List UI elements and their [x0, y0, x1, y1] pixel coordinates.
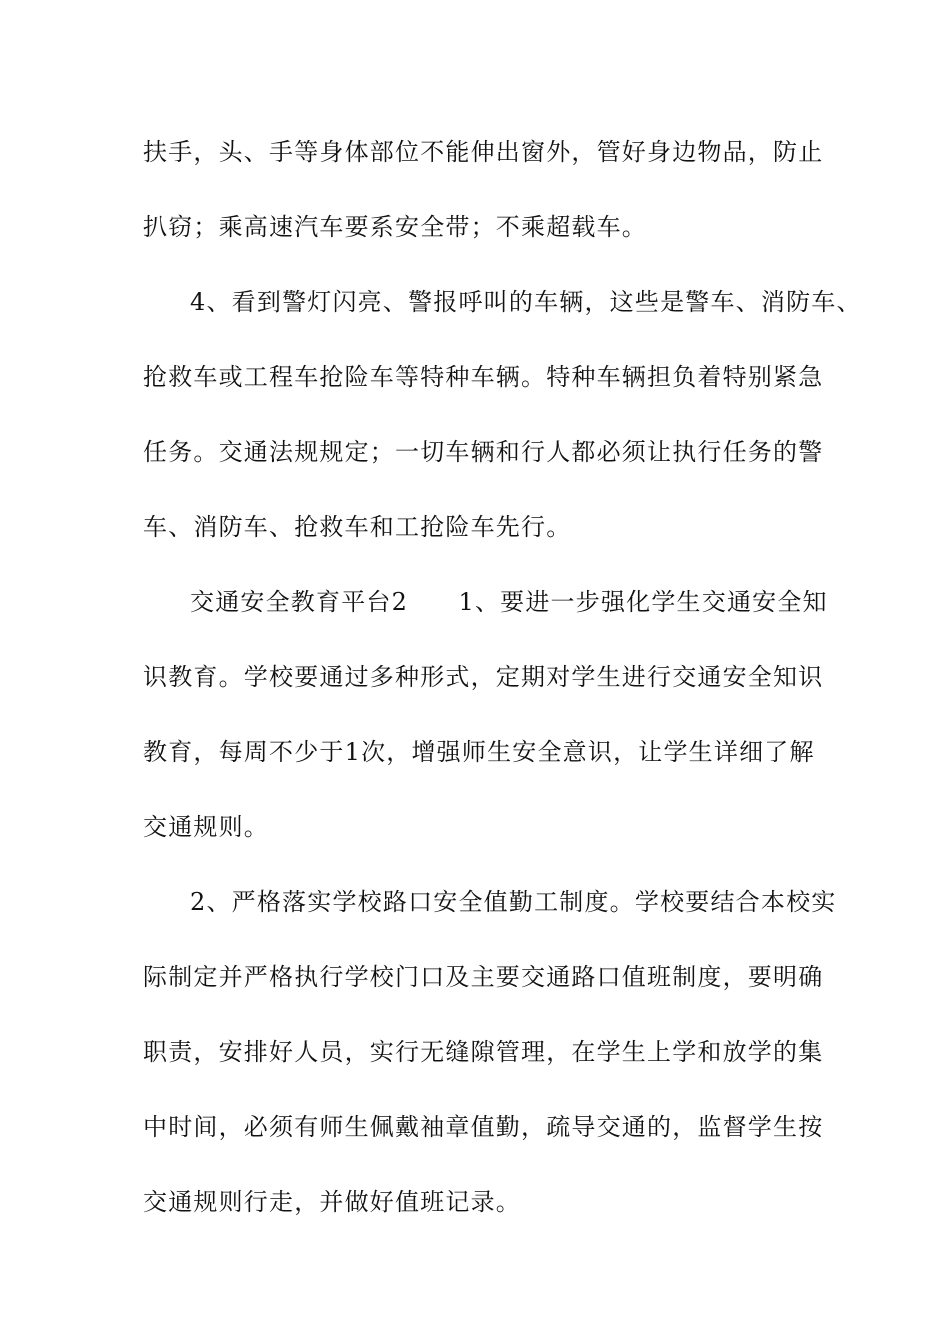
- text-line: 车、消防车、抢救车和工抢险车先行。: [143, 513, 572, 541]
- text-line: 扒窃；乘高速汽车要系安全带；不乘超载车。: [143, 213, 647, 241]
- text-line: 抢救车或工程车抢险车等特种车辆。特种车辆担负着特别紧急: [143, 363, 824, 391]
- text-line: 中时间，必须有师生佩戴袖章值勤，疏导交通的，监督学生按: [143, 1113, 824, 1141]
- text-line: 扶手，头、手等身体部位不能伸出窗外，管好身边物品，防止: [143, 138, 824, 166]
- section-heading-line: 交通安全教育平台2 1、要进一步强化学生交通安全知: [190, 588, 828, 616]
- text-line: 识教育。学校要通过多种形式，定期对学生进行交通安全知识: [143, 663, 824, 691]
- text-line: 交通规则。: [143, 813, 269, 841]
- text-line: 交通规则行走，并做好值班记录。: [143, 1188, 521, 1216]
- text-line: 际制定并严格执行学校门口及主要交通路口值班制度，要明确: [143, 963, 824, 991]
- paragraph-start-line: 4、看到警灯闪亮、警报呼叫的车辆，这些是警车、消防车、: [190, 288, 862, 316]
- paragraph-start-line: 2、严格落实学校路口安全值勤工制度。学校要结合本校实: [190, 888, 837, 916]
- text-line: 任务。交通法规规定；一切车辆和行人都必须让执行任务的警: [143, 438, 824, 466]
- text-line: 教育，每周不少于1次，增强师生安全意识，让学生详细了解: [143, 738, 815, 766]
- text-line: 职责，安排好人员，实行无缝隙管理，在学生上学和放学的集: [143, 1038, 824, 1066]
